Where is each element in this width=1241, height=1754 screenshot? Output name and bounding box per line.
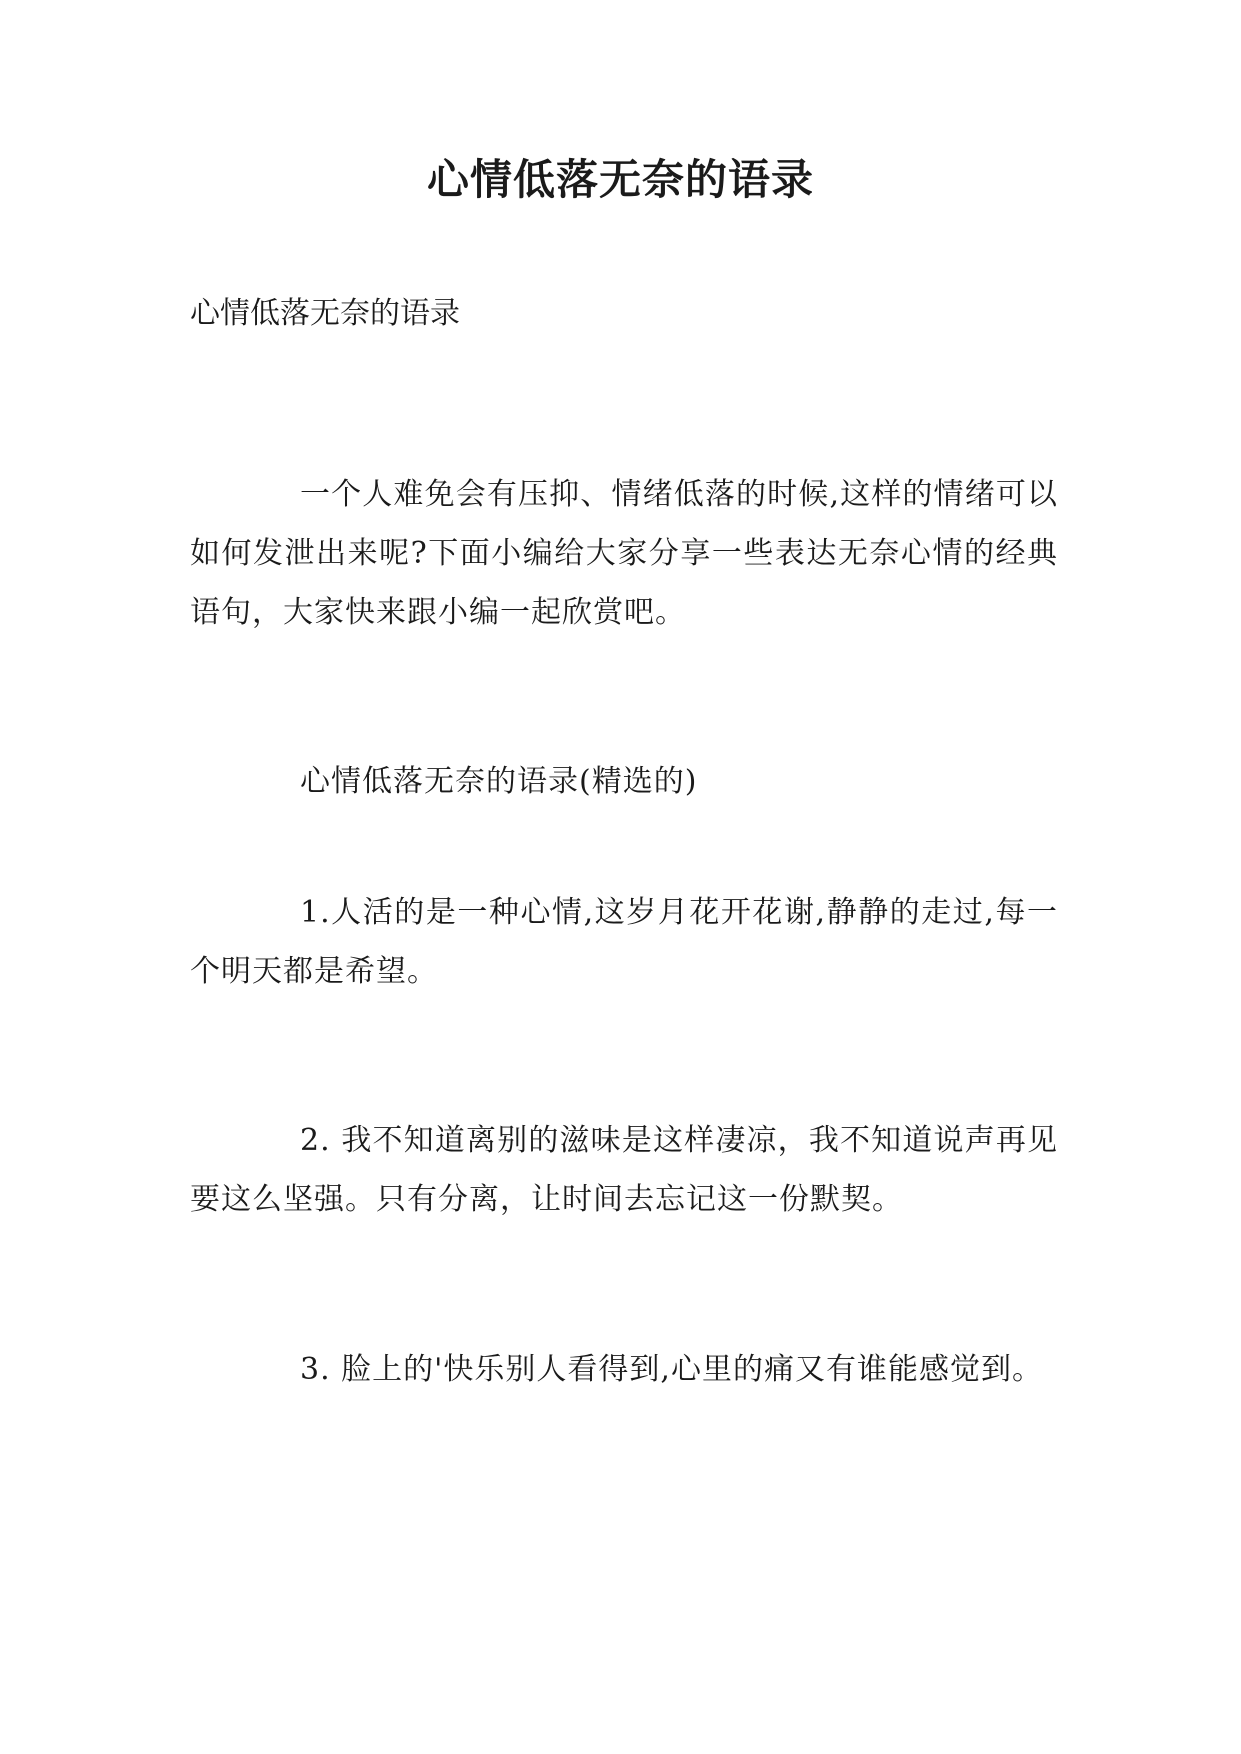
section-heading: 心情低落无奈的语录(精选的): [300, 764, 698, 799]
quote-paragraph-1: 1.人活的是一种心情,这岁月花开花谢,静静的走过,每一个明天都是希望。: [190, 895, 1058, 989]
quote-paragraph-2: 2. 我不知道离别的滋味是这样凄凉，我不知道说声再见要这么坚强。只有分离，让时间去忘记这一份默契。: [190, 1123, 1058, 1217]
intro-paragraph: 一个人难免会有压抑、情绪低落的时候,这样的情绪可以如何发泄出来呢?下面小编给大家分享一些表达无奈心情的经典语句，大家快来跟小编一起欣赏吧。: [190, 477, 1058, 630]
quote-paragraph-3: 3. 脸上的'快乐别人看得到,心里的痛又有谁能感觉到。: [300, 1352, 1043, 1387]
document-subtitle: 心情低落无奈的语录: [190, 296, 460, 331]
document-title: 心情低落无奈的语录: [426, 155, 814, 204]
